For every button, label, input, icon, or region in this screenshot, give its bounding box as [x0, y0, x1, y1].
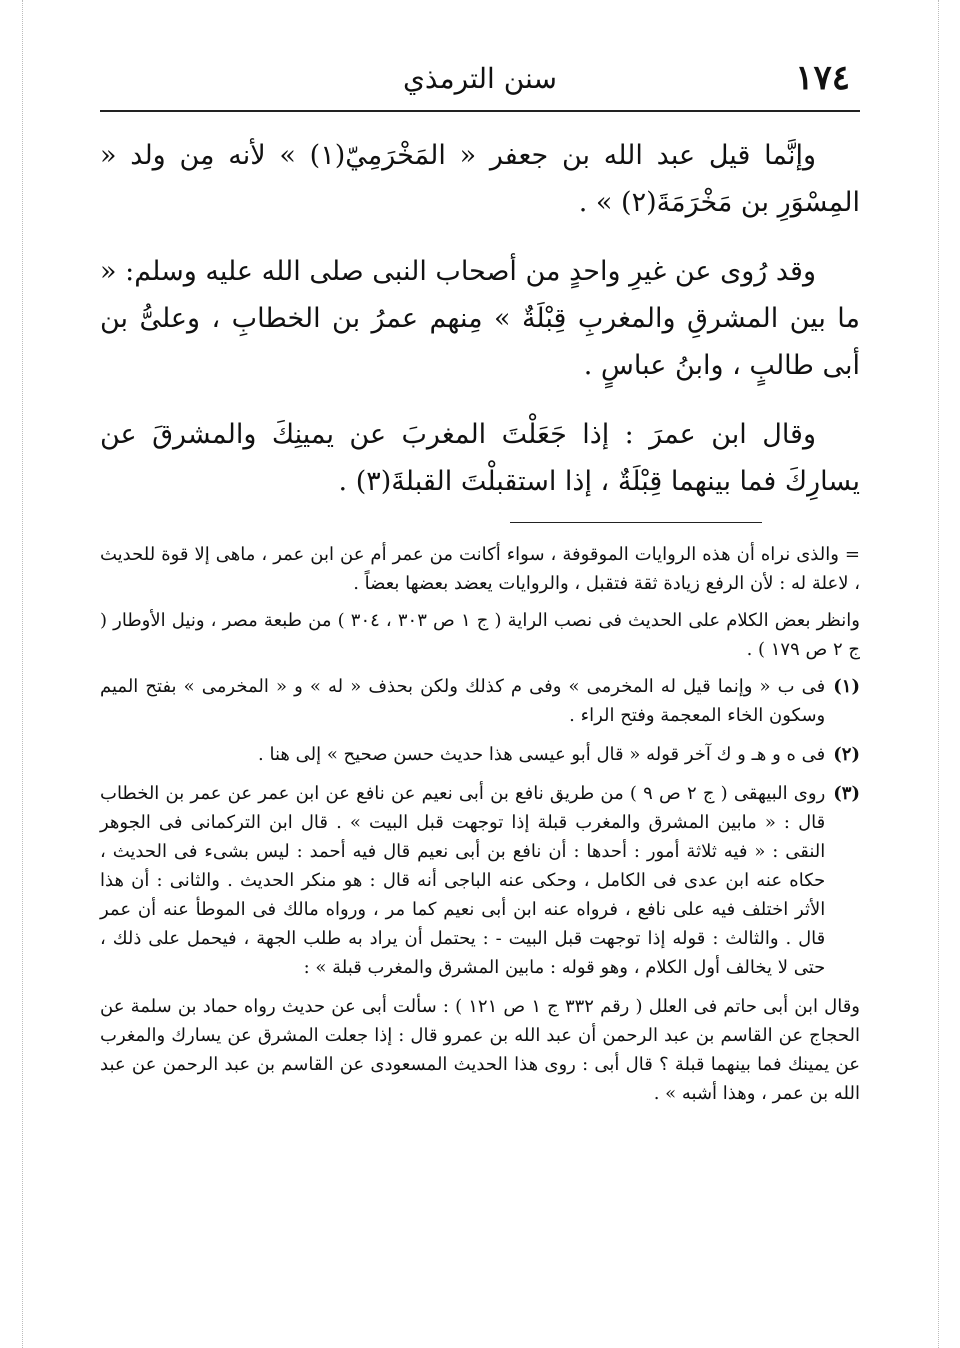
footnote-text: روى البيهقى ( ج ٢ ص ٩ ) من طريق نافع بن أبى نعيم عن نافع عن ابن عمر عن عمر بن الخطاب قال : « مابين المشرق والمغرب قبلة إذا توجهت قبل البيت » . قال ابن التركمانى فى الجوهر النقى : « فيه ثلاثة أمور : أحدها : أن نافع بن أبى نعيم قال فيه أحمد : ليس بشىء فى الحديث ، حكاه عنه ابن عدى فى الكامل ، وحكى عنه الباجى أنه قال : هو منكر الحديث . والثانى : أن هذا الأثر اختلف فيه على نافع ، فرواه عنه ابن أبى نعيم كما مر ، ورواه مالك فى الموطأ عنه أن عمر قال . والثالث : قوله إذا توجهت قبل البيت - : يحتمل أن يراد به طلب الجهة ، فيحمل على ذلك ، حتى لا يخالف أول الكلام ، وهو قوله : مابين المشرق والمغرب قبلة » : — [100, 783, 826, 978]
footnote-divider — [510, 522, 762, 523]
scan-margin-left — [22, 0, 23, 1348]
footnote-text: فى ه و هـ و ك آخر قوله « قال أبو عيسى هذا حديث حسن صحيح » إلى هنا . — [258, 744, 826, 765]
footnote-text: فى ب « وإنما قيل له المخرمى » وفى م كذلك ولكن بحذف « له » و « المخرمى » بفتح الميم وسكون الخاء المعجمة وفتح الراء . — [100, 676, 826, 726]
paragraph: وإنَّما قيل عبد الله بن جعفر « المَخْرَمِيّ(١) » لأنه مِن ولد « المِسْوَرِ بن مَخْرَمَةَ(٢) » . — [100, 140, 860, 218]
paragraph: وقد رُوى عن غيرِ واحدٍ من أصحاب النبى صلى الله عليه وسلم: « ما بين المشرقِ والمغربِ قِبْلَةٌ » مِنهم عمرُ بن الخطابِ ، وعلىُّ بن أبى طالبٍ ، وابنُ عباسٍ . — [100, 256, 860, 381]
page-header — [100, 58, 860, 106]
main-text — [100, 132, 860, 527]
footnote-3 — [100, 779, 860, 982]
running-title: سنن الترمذي — [403, 62, 557, 95]
footnote-number: (٣) — [833, 783, 860, 804]
footnote-continuation — [100, 540, 860, 664]
header-rule — [100, 110, 860, 112]
footnote-text: = والذى نراه أن هذه الروايات الموقوفة ، سواء أكانت من عمر أم عن ابن عمر ، ماهى إلا قوة للحديث ، لاعلة له : لأن الرفع زيادة ثقة فتقبل ، والروايات يعضد بعضها بعضاً . — [100, 544, 860, 594]
footnote-1 — [100, 672, 860, 730]
page-number: ١٧٤ — [795, 58, 850, 98]
footnotes — [100, 540, 860, 1118]
scan-margin-right — [938, 0, 939, 1348]
footnote-2 — [100, 740, 860, 769]
footnote-number: (٢) — [833, 744, 860, 765]
footnote-number: (١) — [833, 676, 860, 697]
paragraph: وقال ابن عمرَ : إذا جَعَلْتَ المغربَ عن يمينِكَ والمشرقَ عن يسارِكَ فما بينهما قِبْلَةٌ ، إذا استقبلْتَ القبلةَ(٣) . — [100, 419, 860, 497]
footnote-text: وانظر بعض الكلام على الحديث فى نصب الراية ( ج ١ ص ٣٠٣ ، ٣٠٤ ) من طبعة مصر ، ونيل الأوطار ( ج ٢ ص ١٧٩ ) . — [100, 610, 860, 660]
footnote-text: وقال ابن أبى حاتم فى العلل ( رقم ٣٣٢ ج ١ ص ١٢١ ) : سألت أبى عن حديث رواه حماد بن سلمة عن الحجاج عن القاسم بن عبد الرحمن أن عبد الله بن عمرو قال : إذا جعلت المشرق عن يسارك والمغرب عن يمينك فما بينهما قبلة ؟ قال أبى : روى هذا الحديث المسعودى عن القاسم بن عبد الرحمن عن عبد الله بن عمر ، وهذا أشبه » . — [100, 996, 860, 1104]
